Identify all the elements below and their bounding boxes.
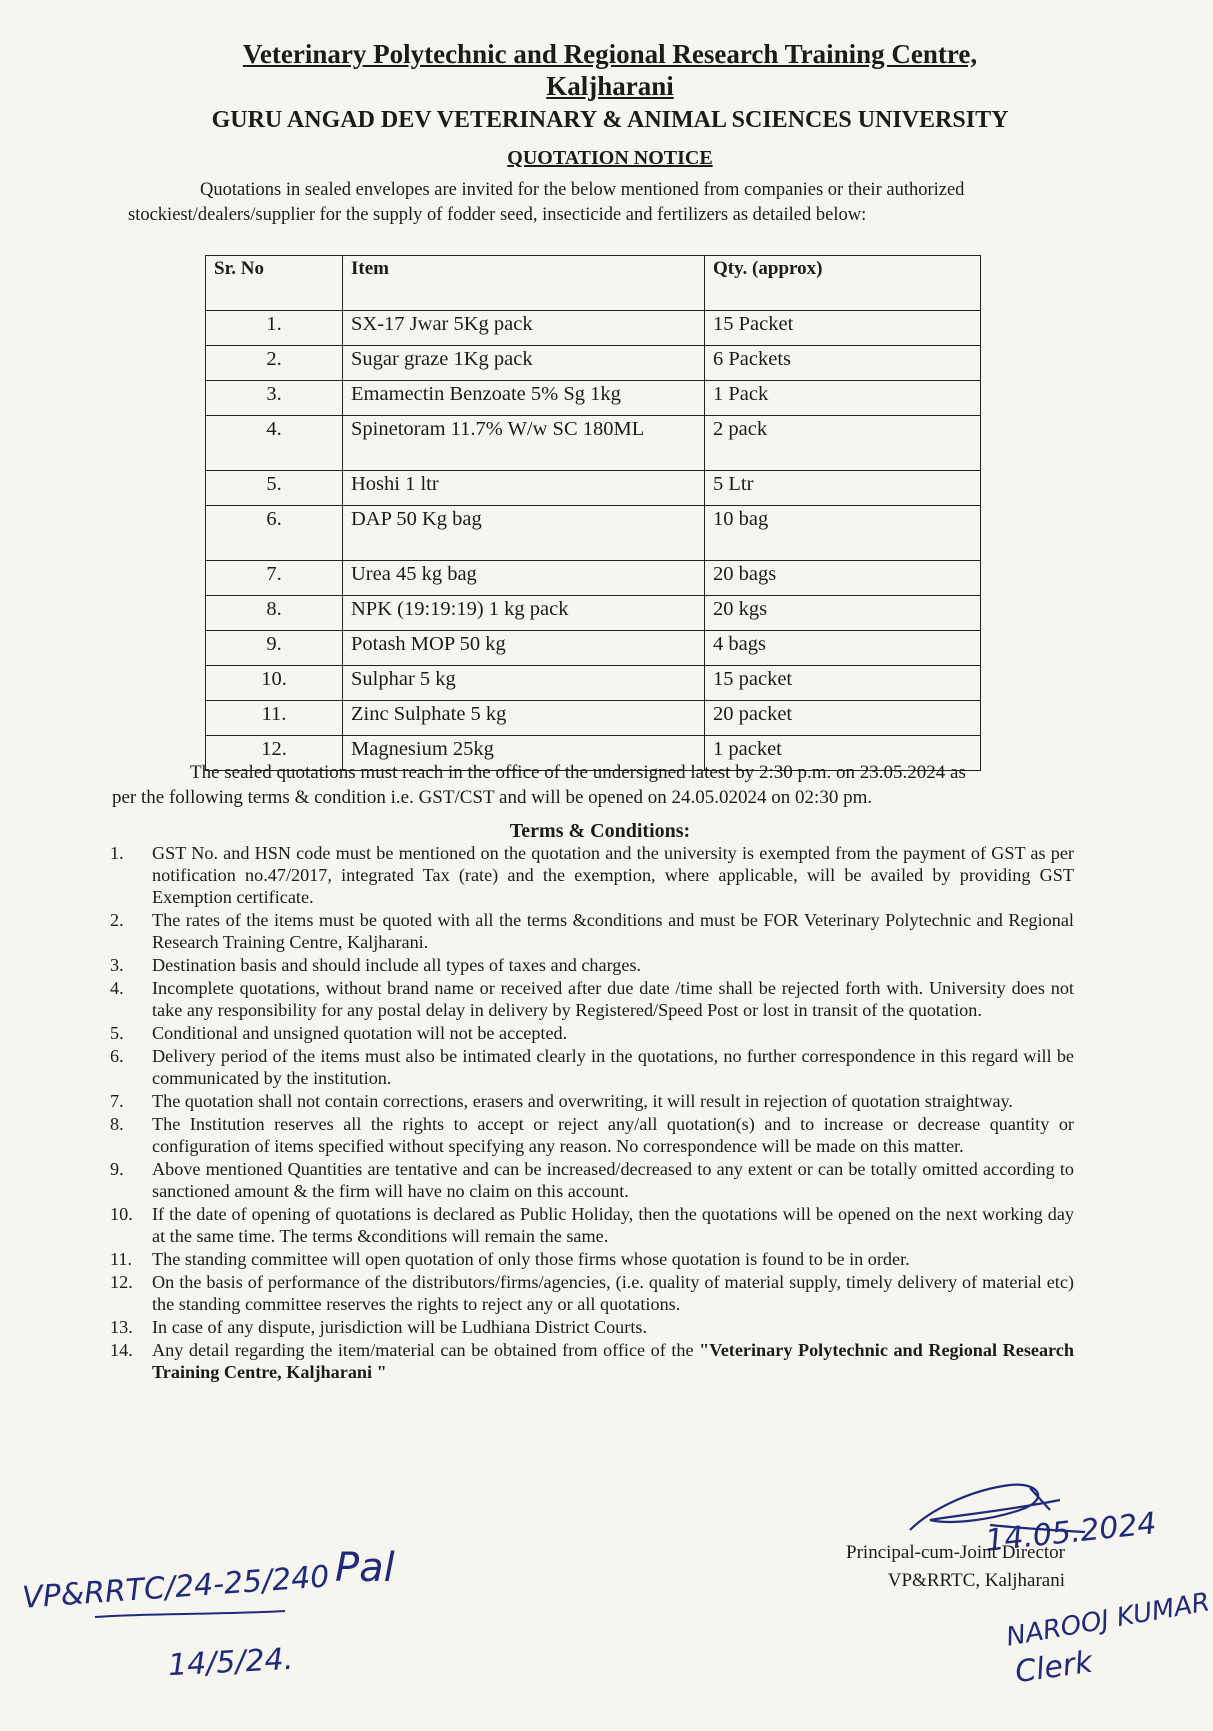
term-number: 3.: [110, 955, 124, 975]
term-number: 2.: [110, 910, 124, 930]
qty-cell: 20 bags: [705, 561, 981, 596]
university-name: GURU ANGAD DEV VETERINARY & ANIMAL SCIENCES UNIVERSITY: [211, 107, 1009, 133]
item-cell: Sulphar 5 kg: [343, 666, 705, 701]
items-table-body: [206, 311, 981, 771]
qty-cell: 4 bags: [705, 631, 981, 666]
term-item: [110, 1113, 1074, 1157]
term-item: [110, 1158, 1074, 1202]
item-cell: NPK (19:19:19) 1 kg pack: [343, 596, 705, 631]
qty-cell: 5 Ltr: [705, 471, 981, 506]
table-row: [206, 596, 981, 631]
term-text: Destination basis and should include all types of taxes and charges.: [152, 955, 642, 975]
term-item: [110, 1316, 1074, 1338]
table-header-row: [206, 256, 981, 311]
term-number: 13.: [110, 1317, 133, 1337]
clerk-role: Clerk: [1012, 1644, 1095, 1691]
item-cell: Urea 45 kg bag: [343, 561, 705, 596]
qty-cell: 20 packet: [705, 701, 981, 736]
sr-cell: 9.: [206, 631, 343, 666]
item-cell: DAP 50 Kg bag: [343, 506, 705, 561]
sr-cell: 6.: [206, 506, 343, 561]
table-row: [206, 506, 981, 561]
term-text: In case of any dispute, jurisdiction will be Ludhiana District Courts.: [152, 1317, 648, 1337]
table-row: [206, 561, 981, 596]
sr-cell: 1.: [206, 311, 343, 346]
qty-cell: 1 Pack: [705, 381, 981, 416]
terms-heading: Terms & Conditions:: [509, 820, 691, 842]
sr-cell: 5.: [206, 471, 343, 506]
term-institute-name: "Veterinary Polytechnic and Regional Research Training Centre, Kaljharani ": [152, 1340, 1074, 1382]
diary-underline: [90, 1605, 290, 1625]
term-text: GST No. and HSN code must be mentioned on the quotation and the university is exempted from the payment of GST as per notification no.47/2017, integrated Tax (rate) and the exemption, where applicable, will be availed by providing GST Exemption certificate.: [152, 843, 1074, 907]
table-row: [206, 631, 981, 666]
table-row: [206, 346, 981, 381]
item-cell: SX-17 Jwar 5Kg pack: [343, 311, 705, 346]
qty-cell: 15 packet: [705, 666, 981, 701]
term-item: [110, 1022, 1074, 1044]
diary-date: 14/5/24.: [167, 1641, 295, 1684]
institute-title: Veterinary Polytechnic and Regional Research Training Centre,: [242, 39, 978, 69]
sr-cell: 2.: [206, 346, 343, 381]
term-item: [110, 1248, 1074, 1270]
table-row: [206, 416, 981, 471]
term-number: 10.: [110, 1204, 133, 1224]
table-row: [206, 311, 981, 346]
term-text: Above mentioned Quantities are tentative and can be increased/decreased to any extent or can be totally omitted according to sanctioned amount & the firm will have no claim on this account.: [152, 1159, 1074, 1201]
term-text: If the date of opening of quotations is declared as Public Holiday, then the quotations will be opened on the next working day at the same time. The terms &conditions will remain the same.: [152, 1204, 1074, 1246]
item-cell: Spinetoram 11.7% W/w SC 180ML: [343, 416, 705, 471]
qty-cell: 20 kgs: [705, 596, 981, 631]
term-text: Conditional and unsigned quotation will not be accepted.: [152, 1023, 568, 1043]
term-number: 8.: [110, 1114, 124, 1134]
term-number: 1.: [110, 843, 124, 863]
term-item: [110, 1271, 1074, 1315]
item-cell: Sugar graze 1Kg pack: [343, 346, 705, 381]
item-cell: Hoshi 1 ltr: [343, 471, 705, 506]
term-text: The quotation shall not contain corrections, erasers and overwriting, it will result in rejection of quotation straightway.: [152, 1091, 1013, 1111]
term-text: On the basis of performance of the distributors/firms/agencies, (i.e. quality of material supply, timely delivery of material etc) the standing committee reserves the rights to reject any or all quotations.: [152, 1272, 1074, 1314]
qty-cell: 6 Packets: [705, 346, 981, 381]
table-row: [206, 381, 981, 416]
item-cell: Potash MOP 50 kg: [343, 631, 705, 666]
signature-date: 14.05.2024: [983, 1506, 1159, 1559]
table-row: [206, 471, 981, 506]
notice-heading: QUOTATION NOTICE: [507, 147, 713, 169]
term-item: [110, 842, 1074, 908]
initials: Pal: [335, 1545, 395, 1591]
intro-line-1: Quotations in sealed envelopes are invited for the below mentioned from companies or their authorized: [200, 180, 965, 200]
qty-cell: 10 bag: [705, 506, 981, 561]
term-text: Delivery period of the items must also be intimated clearly in the quotations, no further correspondence in this regard will be communicated by the institution.: [152, 1046, 1074, 1088]
term-item: [110, 1339, 1074, 1383]
qty-cell: 1 packet: [705, 736, 981, 771]
intro-line-2: stockiest/dealers/supplier for the supply of fodder seed, insecticide and fertilizers as detailed below:: [128, 205, 867, 225]
term-item: [110, 909, 1074, 953]
table-row: [206, 666, 981, 701]
sr-cell: 10.: [206, 666, 343, 701]
term-number: 11.: [110, 1249, 133, 1269]
header-item: Item: [343, 256, 705, 311]
term-text: The Institution reserves all the rights to accept or reject any/all quotation(s) and to increase or decrease quantity or configuration of items specified without specifying any reason. No correspondence will be made on this matter.: [152, 1114, 1074, 1156]
qty-cell: 2 pack: [705, 416, 981, 471]
term-text: Any detail regarding the item/material can be obtained from office of the: [152, 1340, 700, 1360]
deadline-line-1: The sealed quotations must reach in the office of the undersigned latest by 2:30 p.m. on 23.05.2024 as: [190, 762, 966, 783]
term-number: 12.: [110, 1272, 133, 1292]
term-number: 14.: [110, 1340, 133, 1360]
term-text: The rates of the items must be quoted with all the terms &conditions and must be FOR Veterinary Polytechnic and Regional Research Training Centre, Kaljharani.: [152, 910, 1074, 952]
sr-cell: 11.: [206, 701, 343, 736]
term-item: [110, 1090, 1074, 1112]
term-number: 5.: [110, 1023, 124, 1043]
diary-number: VP&RRTC/24-25/240: [21, 1559, 331, 1616]
items-table: [205, 255, 981, 771]
item-cell: Zinc Sulphate 5 kg: [343, 701, 705, 736]
sr-cell: 8.: [206, 596, 343, 631]
sr-cell: 3.: [206, 381, 343, 416]
term-number: 7.: [110, 1091, 124, 1111]
term-item: [110, 977, 1074, 1021]
header-qty: Qty. (approx): [705, 256, 981, 311]
item-cell: Magnesium 25kg: [343, 736, 705, 771]
term-item: [110, 1045, 1074, 1089]
signatory-title: Principal-cum-Joint Director: [846, 1542, 1065, 1563]
term-number: 9.: [110, 1159, 124, 1179]
qty-cell: 15 Packet: [705, 311, 981, 346]
clerk-name: NAROOJ KUMAR: [1003, 1587, 1213, 1653]
deadline-line-2: per the following terms & condition i.e. GST/CST and will be opened on 24.05.02024 on 02:30 pm.: [112, 787, 873, 808]
term-text: The standing committee will open quotation of only those firms whose quotation is found to be in order.: [152, 1249, 910, 1269]
term-item: [110, 954, 1074, 976]
sr-cell: 4.: [206, 416, 343, 471]
term-text: Incomplete quotations, without brand name or received after due date /time shall be rejected forth with. University does not take any responsibility for any postal delay in delivery by Registered/Speed Post or lost in transit of the quotation.: [152, 978, 1074, 1020]
signatory-organisation: VP&RRTC, Kaljharani: [887, 1570, 1065, 1591]
sr-cell: 12.: [206, 736, 343, 771]
header-sr-no: Sr. No: [206, 256, 343, 311]
term-number: 6.: [110, 1046, 124, 1066]
terms-list: [110, 842, 1074, 1384]
institute-location: Kaljharani: [546, 71, 674, 101]
term-item: [110, 1203, 1074, 1247]
table-row: [206, 701, 981, 736]
sr-cell: 7.: [206, 561, 343, 596]
item-cell: Emamectin Benzoate 5% Sg 1kg: [343, 381, 705, 416]
term-number: 4.: [110, 978, 124, 998]
